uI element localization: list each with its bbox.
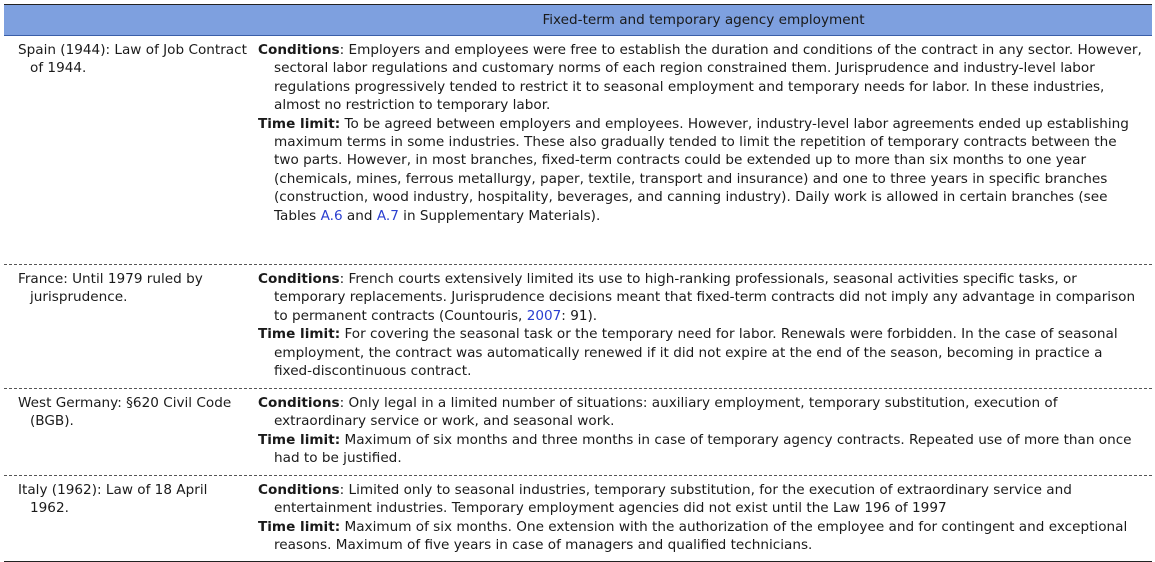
time-limit-paragraph bbox=[258, 115, 1142, 225]
table-header bbox=[4, 5, 1152, 36]
conditions-text: : French courts extensively limited its use to high-ranking professionals, seasonal activities specific tasks, or temporary replacements. Jurisprudence decisions meant that fixed-term contracts did not imply any advantage in comparison to permanent contracts (Countouris, bbox=[274, 271, 1136, 324]
time-limit-text: To be agreed between employers and employees. However, industry-level labor agreements ended up establishing maximum terms in some industries. These also gradually tended to limit the repetition of temporary contracts between the two parts. However, in most branches, fixed-term contracts could be extended up to more than six months to one year (chemicals, mines, ferrous metallurgy, paper, textile, transport and insurance) and one to three years in specific branches (construction, wood industry, hospitality, beverages, and canning industry). Daily work is allowed in certain branches (see Tables bbox=[274, 115, 1129, 224]
time-limit-text: For covering the seasonal task or the temporary need for labor. Renewals were forbidden. In the case of seasonal employment, the contract was automatically renewed if it did not expire at the end of the season, becoming in practice a fixed-discontinuous contract. bbox=[274, 326, 1118, 380]
time-limit-text: Maximum of six months. One extension with the authorization of the employee and for contingent and exceptional reasons. Maximum of five years in case of managers and qualified technicians. bbox=[274, 518, 1128, 554]
time-limit-paragraph bbox=[258, 518, 1142, 555]
conditions-label: Conditions bbox=[258, 395, 340, 411]
time-limit-label: Time limit: bbox=[258, 115, 341, 132]
time-limit-text-end: in Supplementary Materials). bbox=[398, 207, 601, 224]
conditions-label: Conditions bbox=[258, 271, 340, 287]
country-cell bbox=[4, 476, 255, 561]
time-limit-paragraph bbox=[258, 431, 1142, 468]
conditions-text-end: : 91). bbox=[561, 307, 598, 324]
conditions-paragraph bbox=[258, 270, 1142, 325]
conditions-label: Conditions bbox=[258, 482, 340, 498]
time-limit-text: Maximum of six months and three months in case of temporary agency contracts. Repeated use of more than once had to be justified. bbox=[274, 431, 1132, 467]
table-a7-link[interactable]: A.7 bbox=[376, 207, 399, 224]
country-label: West Germany: §620 Civil Code (BGB). bbox=[18, 395, 232, 430]
conditions-paragraph bbox=[258, 41, 1142, 115]
employment-table bbox=[4, 4, 1152, 562]
country-cell bbox=[4, 36, 255, 264]
table-row-west-germany bbox=[4, 389, 1152, 476]
conditions-text: : Only legal in a limited number of situations: auxiliary employment, temporary substitution, execution of extraordinary service or work, and seasonal work. bbox=[274, 395, 1058, 430]
table-row-spain bbox=[4, 36, 1152, 265]
detail-cell bbox=[255, 265, 1152, 388]
detail-cell bbox=[255, 389, 1152, 475]
time-limit-label: Time limit: bbox=[258, 326, 341, 343]
conditions-label: Conditions bbox=[258, 42, 340, 58]
time-limit-label: Time limit: bbox=[258, 431, 341, 448]
time-limit-label: Time limit: bbox=[258, 518, 341, 535]
country-label: Italy (1962): Law of 18 April 1962. bbox=[18, 482, 208, 517]
conditions-paragraph bbox=[258, 481, 1142, 518]
conditions-paragraph bbox=[258, 394, 1142, 431]
detail-cell bbox=[255, 36, 1152, 264]
table-row-italy bbox=[4, 476, 1152, 561]
country-label: France: Until 1979 ruled by jurisprudence. bbox=[18, 271, 203, 306]
time-limit-paragraph bbox=[258, 325, 1142, 380]
detail-cell bbox=[255, 476, 1152, 561]
citation-year-link[interactable]: 2007 bbox=[526, 307, 562, 324]
country-cell bbox=[4, 265, 255, 388]
country-label: Spain (1944): Law of Job Contract of 1944. bbox=[18, 42, 247, 77]
table-a6-link[interactable]: A.6 bbox=[320, 207, 343, 224]
conditions-text: : Employers and employees were free to establish the duration and conditions of the contract in any sector. However, sectoral labor regulations and customary norms of each region constrained them. Jurisprudence and industry-level labor regulations progressively tended to restrict it to seasonal employment and temporary needs for labor. In these industries, almost no restriction to temporary labor. bbox=[274, 42, 1142, 114]
table-row-france bbox=[4, 265, 1152, 389]
and-text: and bbox=[342, 207, 377, 224]
conditions-text: : Limited only to seasonal industries, temporary substitution, for the execution of extraordinary service and entertainment industries. Temporary employment agencies did not exist until the Law 196 of 1997 bbox=[274, 482, 1072, 517]
country-cell bbox=[4, 389, 255, 475]
header-title: Fixed-term and temporary agency employment bbox=[542, 12, 865, 28]
